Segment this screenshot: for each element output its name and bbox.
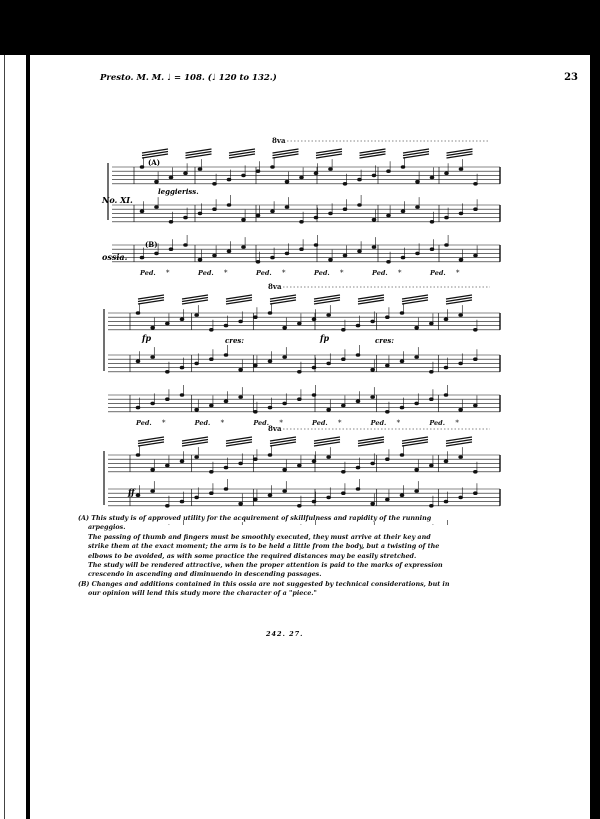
footnote-b-line: (B) Changes and additions contained in this ossia are not suggested by technical considerations, but in: [78, 579, 450, 588]
notehead: [356, 488, 360, 491]
notehead: [136, 406, 140, 409]
notehead: [283, 490, 287, 493]
notehead: [358, 178, 362, 181]
notehead: [329, 168, 333, 171]
notehead: [342, 471, 346, 474]
notehead: [224, 400, 228, 403]
notehead: [459, 258, 463, 261]
notehead: [358, 250, 362, 253]
notehead: [386, 411, 390, 414]
notehead: [459, 362, 463, 365]
notehead: [430, 464, 434, 467]
notehead: [430, 221, 434, 224]
notehead: [166, 322, 170, 325]
notehead: [210, 358, 214, 361]
pedal-release: *: [279, 419, 283, 427]
notehead: [314, 216, 318, 219]
notehead: [459, 496, 463, 499]
footnote-a-line: elbows to be avoided, as with some practice the required distances may be easily stretched.: [88, 551, 417, 560]
notehead: [254, 316, 258, 319]
notehead: [474, 208, 478, 211]
notehead: [387, 170, 391, 173]
notehead: [271, 210, 275, 213]
footnote-b-line: our opinion will lend this study more the character of a "piece.": [88, 589, 317, 598]
footnote-a-line: strike them at the exact moment; the arm is to be held a little from the body, but a twisting of the: [88, 542, 440, 551]
notehead: [298, 322, 302, 325]
pedal-mark: Ped.: [194, 419, 211, 427]
notehead: [474, 471, 478, 474]
notehead: [151, 490, 155, 493]
music-notation: [30, 55, 590, 525]
notehead: [184, 216, 188, 219]
notehead: [312, 460, 316, 463]
notehead: [298, 464, 302, 467]
notehead: [445, 216, 449, 219]
footnote-a-line: The passing of thumb and fingers must be smoothly executed, they must arrive at their key and: [88, 532, 431, 541]
notehead: [371, 462, 375, 465]
pedal-mark: Ped.: [430, 269, 446, 277]
pedal-mark: Ped.: [253, 419, 270, 427]
notehead: [474, 183, 478, 186]
notehead: [239, 502, 243, 505]
pedal-release: *: [456, 269, 460, 277]
notehead: [329, 258, 333, 261]
notehead: [213, 183, 217, 186]
notehead: [210, 404, 214, 407]
notehead: [400, 494, 404, 497]
notehead: [342, 329, 346, 332]
pedal-mark: Ped.: [312, 419, 328, 427]
notehead: [416, 252, 420, 255]
notehead: [268, 406, 272, 409]
notehead: [416, 206, 420, 209]
notehead: [372, 246, 376, 249]
notehead: [180, 318, 184, 321]
notehead: [445, 244, 449, 247]
notehead: [312, 366, 316, 369]
notehead: [356, 324, 360, 327]
pedal-release: *: [340, 269, 344, 277]
marker-a: (A): [148, 158, 161, 167]
notehead: [180, 500, 184, 503]
notehead: [239, 368, 243, 371]
notehead: [210, 471, 214, 474]
notehead: [239, 462, 243, 465]
pedal-release: *: [398, 269, 402, 277]
notehead: [415, 356, 419, 359]
notehead: [155, 206, 159, 209]
notehead: [136, 360, 140, 363]
notehead: [285, 252, 289, 255]
notehead: [195, 314, 199, 317]
notehead: [283, 468, 287, 471]
pedal-mark: Ped.: [370, 419, 387, 427]
octave-mark: 8va: [268, 424, 282, 433]
notehead: [342, 358, 346, 361]
notehead: [155, 180, 159, 183]
notehead: [136, 454, 140, 457]
notehead: [444, 366, 448, 369]
notehead: [327, 456, 331, 459]
notehead: [283, 356, 287, 359]
notehead: [327, 314, 331, 317]
notehead: [268, 360, 272, 363]
notehead: [184, 172, 188, 175]
footnote-a-line: (A) This study is of approved utility for the acquirement of skillfulness and rapidity of the running: [78, 514, 432, 522]
dynamic-leggieriss: leggieriss.: [158, 187, 199, 196]
tempo-word: Presto.: [100, 73, 134, 83]
notehead: [256, 214, 260, 217]
notehead: [444, 318, 448, 321]
octave-mark: 8va: [268, 282, 282, 291]
notehead: [444, 500, 448, 503]
notehead: [386, 498, 390, 501]
notehead: [169, 176, 173, 179]
footnote-a-line: crescendo in ascending and diminuendo in descending passages.: [88, 570, 322, 579]
notehead: [227, 250, 231, 253]
notehead: [166, 464, 170, 467]
notehead: [195, 408, 199, 411]
notehead: [474, 254, 478, 257]
notehead: [268, 494, 272, 497]
notehead: [444, 394, 448, 397]
notehead: [136, 312, 140, 315]
notehead: [342, 404, 346, 407]
notehead: [415, 402, 419, 405]
notehead: [213, 254, 217, 257]
notehead: [298, 371, 302, 374]
notehead: [430, 322, 434, 325]
notehead: [445, 172, 449, 175]
dynamic-fp-2: fp: [320, 333, 330, 343]
notehead: [430, 248, 434, 251]
notehead: [387, 261, 391, 264]
notehead: [298, 505, 302, 508]
notehead: [180, 460, 184, 463]
notehead: [415, 326, 419, 329]
notehead: [166, 505, 170, 508]
pedal-release: *: [224, 269, 228, 277]
notehead: [155, 252, 159, 255]
dynamic-cres-1: cres:: [225, 336, 244, 345]
notehead: [298, 398, 302, 401]
notehead: [372, 174, 376, 177]
notehead: [151, 356, 155, 359]
notehead: [198, 168, 202, 171]
pedal-release: *: [220, 419, 225, 427]
notehead: [285, 180, 289, 183]
pedal-mark: Ped.: [429, 419, 446, 427]
notehead: [312, 318, 316, 321]
notehead: [271, 166, 275, 169]
notehead: [415, 468, 419, 471]
notehead: [356, 466, 360, 469]
notehead: [474, 358, 478, 361]
notehead: [430, 505, 434, 508]
notehead: [210, 492, 214, 495]
notehead: [372, 218, 376, 221]
notehead: [474, 492, 478, 495]
notehead: [180, 366, 184, 369]
notehead: [459, 212, 463, 215]
notehead: [459, 456, 463, 459]
pedal-release: *: [162, 419, 166, 427]
pedal-release: *: [338, 419, 342, 427]
notehead: [285, 206, 289, 209]
notehead: [474, 404, 478, 407]
notehead: [416, 180, 420, 183]
notehead: [224, 354, 228, 357]
notehead: [169, 221, 173, 224]
notehead: [151, 468, 155, 471]
notehead: [300, 176, 304, 179]
notehead: [198, 212, 202, 215]
notehead: [151, 402, 155, 405]
notehead: [242, 174, 246, 177]
notehead: [271, 256, 275, 259]
notehead: [254, 458, 258, 461]
page-number: 23: [564, 72, 578, 83]
dynamic-fp-1: fp: [142, 333, 152, 343]
notehead: [400, 406, 404, 409]
notehead: [327, 408, 331, 411]
pedal-mark: Ped.: [372, 269, 388, 277]
notehead: [371, 396, 375, 399]
notehead: [459, 314, 463, 317]
notehead: [224, 324, 228, 327]
notehead: [400, 312, 404, 315]
footnote-a-line: The study will be rendered attractive, when the proper attention is paid to the marks of expression: [88, 561, 443, 570]
notehead: [254, 411, 258, 414]
notehead: [254, 364, 258, 367]
notehead: [386, 316, 390, 319]
notehead: [184, 244, 188, 247]
notehead: [371, 368, 375, 371]
notehead: [401, 166, 405, 169]
pedal-mark: Ped.: [256, 269, 272, 277]
notehead: [169, 248, 173, 251]
notehead: [342, 492, 346, 495]
notehead: [430, 371, 434, 374]
pedal-release: *: [282, 269, 286, 277]
notehead: [400, 454, 404, 457]
notehead: [166, 398, 170, 401]
plate-number: 242. 27.: [266, 630, 304, 638]
notehead: [401, 210, 405, 213]
notehead: [371, 320, 375, 323]
notehead: [151, 326, 155, 329]
notehead: [210, 329, 214, 332]
notehead: [343, 183, 347, 186]
pedal-mark: Ped.: [314, 269, 330, 277]
notehead: [327, 496, 331, 499]
binding-line: [4, 55, 5, 819]
notehead: [224, 488, 228, 491]
notehead: [430, 398, 434, 401]
notehead: [300, 221, 304, 224]
notehead: [136, 494, 140, 497]
notehead: [474, 329, 478, 332]
notehead: [343, 208, 347, 211]
notehead: [140, 210, 144, 213]
notehead: [256, 261, 260, 264]
notehead: [312, 394, 316, 397]
notehead: [327, 362, 331, 365]
notehead: [356, 400, 360, 403]
notehead: [415, 490, 419, 493]
notehead: [459, 408, 463, 411]
marker-b: (B): [145, 240, 158, 249]
metronome-marking: M. M. ♩ = 108. (♩ 120 to 132.): [136, 73, 277, 83]
tempo-marking: [100, 73, 277, 83]
footnote-a-line: arpeggios.: [88, 523, 126, 532]
notehead: [356, 354, 360, 357]
notehead: [166, 371, 170, 374]
notehead: [430, 176, 434, 179]
notehead: [314, 172, 318, 175]
notehead: [256, 170, 260, 173]
notehead: [195, 456, 199, 459]
notehead: [386, 458, 390, 461]
notehead: [239, 320, 243, 323]
notehead: [343, 254, 347, 257]
notehead: [224, 466, 228, 469]
pedal-release: *: [166, 269, 170, 277]
notehead: [227, 178, 231, 181]
pedal-mark: Ped.: [136, 419, 152, 427]
notehead: [459, 168, 463, 171]
notehead: [329, 212, 333, 215]
notehead: [242, 246, 246, 249]
notehead: [401, 256, 405, 259]
notehead: [387, 214, 391, 217]
notehead: [254, 498, 258, 501]
ossia-label: ossia.: [102, 252, 128, 262]
notehead: [227, 204, 231, 207]
notehead: [140, 256, 144, 259]
notehead: [386, 364, 390, 367]
notehead: [268, 312, 272, 315]
notehead: [300, 248, 304, 251]
notehead: [180, 394, 184, 397]
notehead: [444, 460, 448, 463]
study-label: No. XI.: [102, 195, 133, 205]
notehead: [195, 496, 199, 499]
notehead: [242, 218, 246, 221]
pedal-mark: Ped.: [198, 269, 214, 277]
pedal-mark: Ped.: [140, 269, 156, 277]
notehead: [400, 360, 404, 363]
footnotes: [78, 514, 508, 599]
notehead: [239, 396, 243, 399]
notehead: [312, 500, 316, 503]
octave-mark: 8va: [272, 136, 286, 145]
notehead: [198, 258, 202, 261]
notehead: [283, 326, 287, 329]
notehead: [195, 362, 199, 365]
notehead: [314, 244, 318, 247]
notehead: [268, 454, 272, 457]
notehead: [358, 204, 362, 207]
notehead: [213, 208, 217, 211]
dynamic-ff: ff: [128, 487, 135, 497]
pedal-release: *: [455, 419, 459, 427]
notehead: [283, 402, 287, 405]
pedal-release: *: [396, 419, 401, 427]
notehead: [371, 502, 375, 505]
notehead: [140, 166, 144, 169]
dynamic-cres-2: cres:: [375, 336, 394, 345]
